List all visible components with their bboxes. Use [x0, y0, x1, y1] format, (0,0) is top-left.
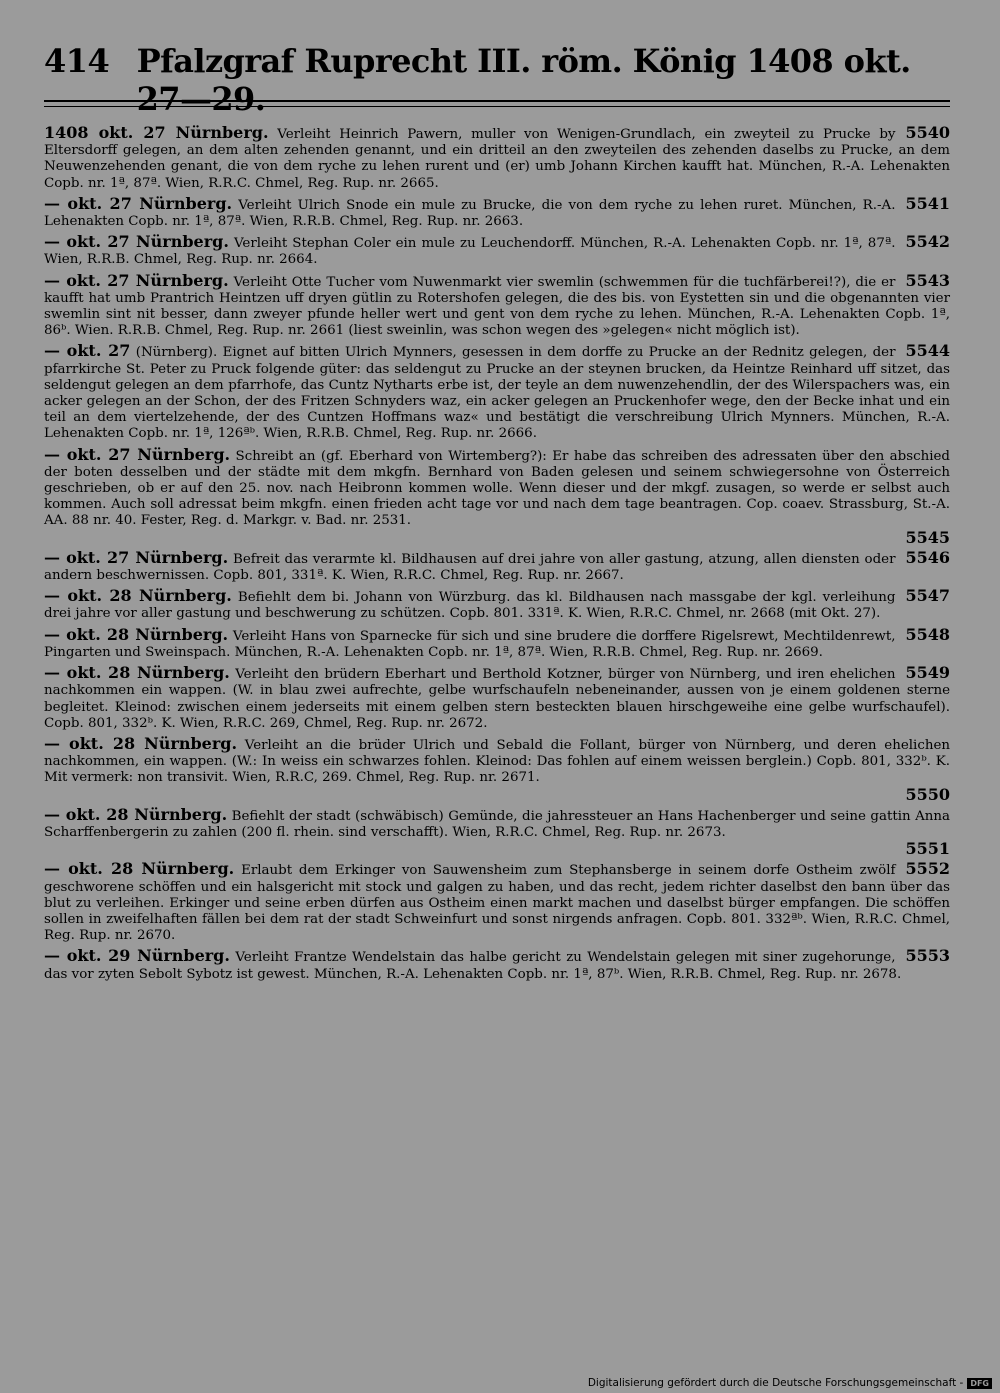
entry-number: 5551: [905, 839, 950, 859]
entry-text: Verleiht Hans von Sparnecke für sich und sine brudere die dorffere Rigelsrewt, Mechtildenrewt, Pingarten und Sweinspach. München, R.-A. Lehenakten Copb. nr. 1ª, 87ª. Wien, R.R.B. Chmel, Reg. Rup. nr. 2669.: [44, 628, 896, 660]
entry-number: 5549: [905, 663, 950, 683]
entry-date-place: — okt. 27 Nürnberg.: [44, 270, 229, 290]
page-title: Pfalzgraf Ruprecht III. röm. König 1408 okt. 27—29.: [136, 42, 911, 118]
entry-5546: [44, 547, 950, 584]
entry-5550: [44, 733, 950, 804]
entry-5549: [44, 665, 950, 732]
document-page: [44, 42, 950, 987]
page-header: [44, 42, 950, 118]
entry-number: 5540: [905, 123, 950, 142]
funding-footer: [588, 1377, 992, 1389]
entry-number: 5545: [905, 527, 950, 547]
entry-text: Verleiht den brüdern Eberhart und Berthold Kotzner, bürger von Nürnberg, und iren ehelichen nachkommen ein wappen. (W. in blau zwei aufrechte, gelbe wurfschaufeln nebeneinander, aussen von je einem goldenen sterne begleitet. Kleinod: zwischen einem jederseits mit einem gelben stern besteckten blauen hirschgeweihe eine gelbe wurfschaufel). Copb. 801, 332ᵇ. K. Wien, R.R.C. 269, Chmel, Reg. Rup. nr. 2672.: [44, 667, 950, 731]
entry-5543: [44, 270, 950, 340]
entry-date-place: — okt. 27: [44, 341, 131, 361]
entry-text: Befiehlt dem bi. Johann von Würzburg. das kl. Bildhausen nach massgabe der kgl. verleihung drei jahre vor aller gastung und beschwerung zu schützen. Copb. 801. 331ª. K. Wien, R.R.C. Chmel, nr. 2668 (mit Okt. 27).: [44, 590, 896, 622]
entry-5542: [44, 234, 950, 268]
entry-date-place: — okt. 27 Nürnberg.: [44, 232, 229, 252]
entry-number: 5546: [905, 547, 950, 567]
entry-number: 5547: [905, 586, 950, 606]
entry-number: 5548: [905, 624, 950, 644]
entry-number: 5541: [905, 193, 950, 213]
entry-date-place: — okt. 27 Nürnberg.: [44, 547, 229, 567]
entry-5552: [44, 861, 950, 944]
entry-5551: [44, 804, 950, 859]
entry-text: (Nürnberg). Eignet auf bitten Ulrich Mynners, gesessen in dem dorffe zu Prucke an der Rednitz gelegen, der pfarrkirche St. Peter zu Pruck folgende güter: das seldengut zu Prucke an der steynen brucken, da Heintze Reinhard uff sitzet, das seldengut gelegen an dem pfarrhofe, das Cuntz Nytharts erbe ist, der teyle an dem nuwenzehendlin, der des Wilerspachers was, ein acker gelegen an der Schon, der des Fritzen Schnyders waz, ein acker gelegen an Pruckenhofer wege, den der Becke inhat und ein teil an dem viertelzehende, der des Cuntzen Hoffmans waz« und bestätigt die verschreibung Ulrich Mynners. München, R.-A. Lehenakten Copb. nr. 1ª, 126ªᵇ. Wien, R.R.B. Chmel, Reg. Rup. nr. 2666.: [44, 345, 950, 442]
entry-text: Verleiht an die brüder Ulrich und Sebald die Follant, bürger von Nürnberg, und deren ehelichen nachkommen, ein wappen. (W.: In weiss ein schwarzes fohlen. Kleinod: Das fohlen auf einem weissen berglein.) Copb. 801, 332ᵇ. K. Mit vermerk: non transivit. Wien, R.R.C, 269. Chmel, Reg. Rup. nr. 2671.: [44, 737, 950, 786]
entry-number: 5543: [905, 270, 950, 290]
entry-number: 5550: [905, 784, 950, 804]
funding-note: Digitalisierung gefördert durch die Deutsche Forschungsgemeinschaft -: [587, 1377, 964, 1389]
entry-5544: [44, 343, 950, 442]
entry-5545: [44, 444, 951, 547]
entry-date-place: — okt. 27 Nürnberg.: [44, 444, 231, 464]
entry-text: Erlaubt dem Erkinger von Sauwensheim zum Stephansberge in seinem dorfe Ostheim zwölf geschworene schöffen und ein halsgericht mit stock und galgen zu haben, und das recht, jedem richter daselbst den bann über das blut zu verleihen. Erkinger und seine erben dürfen aus Ostheim einen markt machen und daselbst bürger empfangen. Die schöffen sollen in zweifelhaften fällen bei dem rat der stadt Schweinfurt und sonst nirgends anfragen. Copb. 801. 332ªᵇ. Wien, R.R.C. Chmel, Reg. Rup. nr. 2670.: [44, 863, 950, 944]
entry-text: Verleiht Ulrich Snode ein mule zu Brucke, die von dem ryche zu lehen ruret. München, R.-A. Lehenakten Copb. nr. 1ª, 87ª. Wien, R.R.B. Chmel, Reg. Rup. nr. 2663.: [44, 197, 896, 230]
entries-list: [44, 125, 950, 983]
entry-date-place: — okt. 28 Nürnberg.: [44, 859, 235, 879]
entry-number: 5542: [905, 232, 950, 252]
entry-number: 5553: [905, 946, 950, 966]
entry-text: Verleiht Stephan Coler ein mule zu Leuchendorff. München, R.-A. Lehenakten Copb. nr. 1ª, 87ª. Wien, R.R.B. Chmel, Reg. Rup. nr. 2664.: [44, 236, 896, 268]
entry-date-place: 1408 okt. 27 Nürnberg.: [44, 123, 269, 142]
entry-5540: [44, 125, 950, 192]
entry-5547: [44, 588, 950, 622]
entry-date-place: — okt. 28 Nürnberg.: [44, 733, 238, 753]
entry-5548: [44, 624, 950, 661]
entry-text: Befreit das verarmte kl. Bildhausen auf drei jahre von aller gastung, atzung, allen diensten oder andern beschwernissen. Copb. 801, 331ª. K. Wien, R.R.C. Chmel, Reg. Rup. nr. 2667.: [44, 551, 896, 584]
page-number: 414: [44, 42, 110, 80]
entry-text: Verleiht Heinrich Pawern, muller von Wenigen-Grundlach, ein zweyteil zu Prucke by Eltersdorff gelegen, an dem alten zehenden genannt, und ein dritteil an den zweyteilen des zehenden daselbs zu Prucke, an dem Neuwenzehenden genant, die von dem ryche zu lehen rurent und (er) umb Johann Kirchen kaufft hat. München, R.-A. Lehenakten Copb. nr. 1ª, 87ª. Wien, R.R.C. Chmel, Reg. Rup. nr. 2665.: [44, 127, 950, 191]
entry-5553: [44, 948, 950, 982]
entry-5541: [44, 193, 950, 230]
entry-text: Schreibt an (gf. Eberhard von Wirtemberg?): Er habe das schreiben des adressaten über den abschied der boten desselben und der städte mit dem mkgfn. Bernhard von Baden gelesen und seinem schwiegersohne von Österreich geschrieben, ob er auf den 25. nov. nach Heibronn kommen wolle. Wenn dieser und der mkgf. zusagen, so werde er selbst auch kommen. Auch soll adressat beim mkgfn. einen frieden acht tage vor und nach dem tage beantragen. Cop. coaev. Strassburg, St.-A. AA. 88 nr. 40. Fester, Reg. d. Markgr. v. Bad. nr. 2531.: [44, 448, 951, 529]
entry-number: 5544: [905, 341, 950, 361]
entry-date-place: — okt. 29 Nürnberg.: [44, 946, 230, 966]
entry-date-place: — okt. 28 Nürnberg.: [44, 586, 232, 606]
entry-number: 5552: [905, 859, 950, 879]
entry-date-place: — okt. 28 Nürnberg.: [44, 804, 228, 824]
entry-text: Befiehlt der stadt (schwäbisch) Gemünde, die jahressteuer an Hans Hachenberger und seine gattin Anna Scharffenbergerin zu zahlen (200 fl. rhein. sind verschafft). Wien, R.R.C. Chmel, Reg. Rup. nr. 2673.: [44, 808, 950, 840]
entry-date-place: — okt. 28 Nürnberg.: [44, 624, 229, 644]
entry-date-place: — okt. 28 Nürnberg.: [44, 663, 230, 683]
dfg-logo-icon: DFG: [967, 1378, 992, 1389]
entry-text: Verleiht Frantze Wendelstain das halbe gericht zu Wendelstain gelegen mit siner zugehorunge, das vor zyten Sebolt Sybotz ist gewest. München, R.-A. Lehenakten Copb. nr. 1ª, 87ᵇ. Wien, R.R.B. Chmel, Reg. Rup. nr. 2678.: [44, 950, 902, 982]
entry-text: Verleiht Otte Tucher vom Nuwenmarkt vier swemlin (schwemmen für die tuchfärberei!?), die er kaufft hat umb Prantrich Heintzen uff dryen gütlin zu Rotershofen gelegen, die des bis. von Eystetten sin und die obgenannten vier swemlin sint nit besser, dann zweyer pfunde heller wert und gent von dem ryche zu lehen. München, R.-A. Lehenakten Copb. 1ª, 86ᵇ. Wien. R.R.B. Chmel, Reg. Rup. nr. 2661 (liest sweinlin, was schon wegen des »gelegen« nicht möglich ist).: [44, 274, 950, 339]
entry-date-place: — okt. 27 Nürnberg.: [44, 193, 233, 213]
